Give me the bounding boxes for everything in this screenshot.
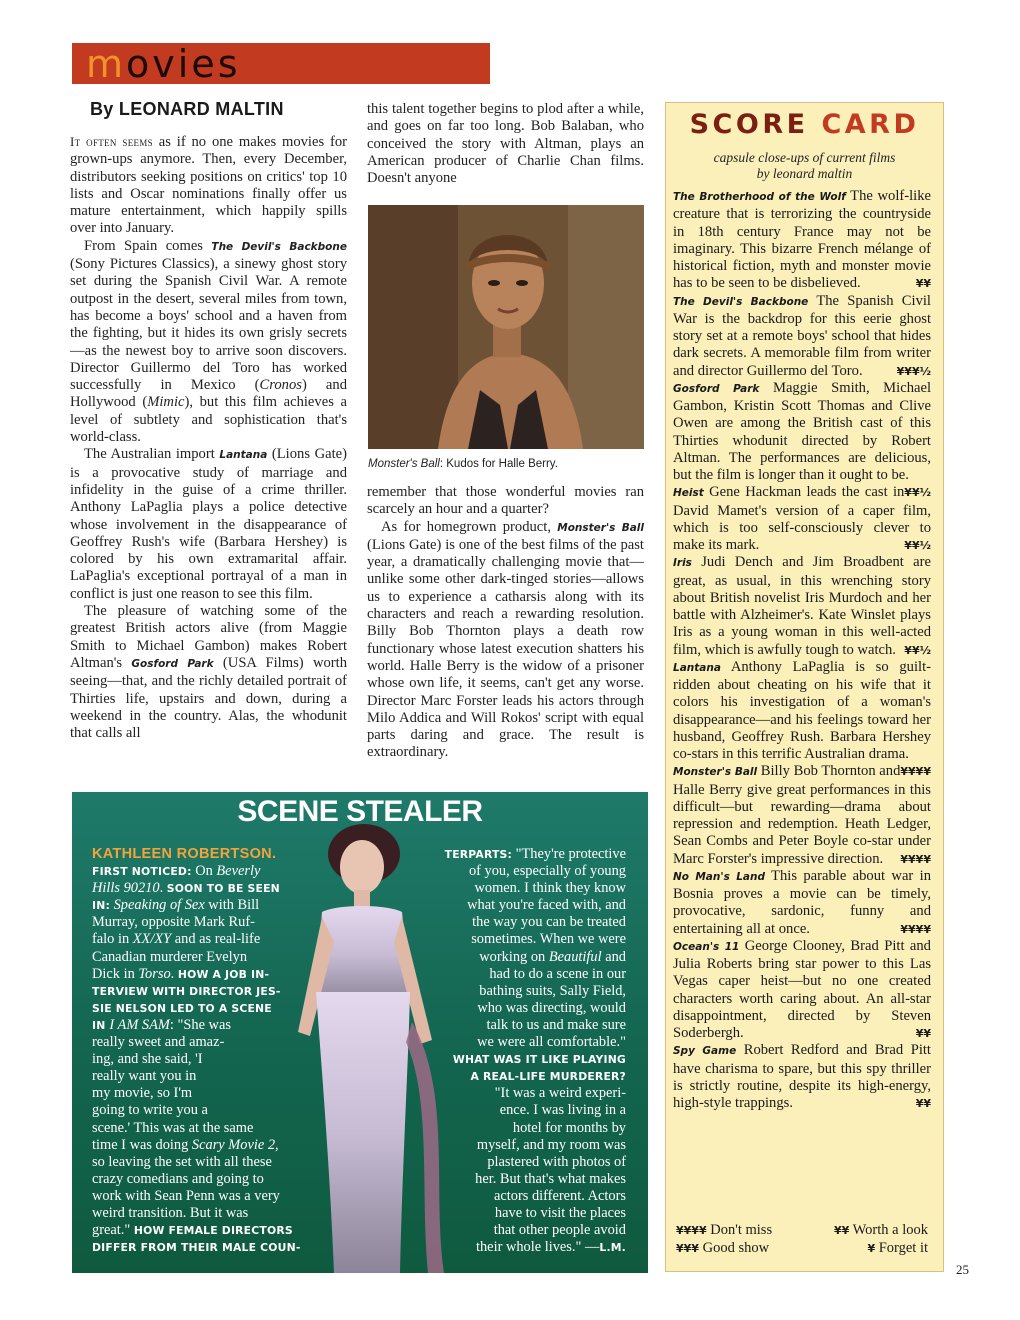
interview-text: ing, and she said, 'I	[92, 1051, 203, 1068]
score-entry-text: Gene Hackman leads the cast in David Mamet's version of a caper film, which is too self-consciously clever to make its mark.	[673, 484, 931, 553]
interview-line	[92, 1051, 318, 1068]
interview-line	[92, 1222, 318, 1239]
portrait-illustration	[368, 205, 644, 449]
score-entry-title: No Man's Land	[673, 870, 765, 883]
italic-title: XX/XY	[132, 931, 172, 948]
interview-text: so leaving the set with all these	[92, 1153, 272, 1170]
interview-text: falo in	[92, 931, 133, 948]
interview-line	[412, 863, 626, 880]
score-card-title-a: SCORE	[689, 109, 822, 140]
film-title: Monster's Ball	[557, 521, 644, 534]
interview-line	[92, 1102, 318, 1119]
score-entry-text: Maggie Smith, Michael Gambon, Kristin Scott Thomas and Clive Owen are among the British cast of this Thirties whodunit directed by Robert Altman. The performances are delicious, but the film is longer than it ought to be.	[673, 379, 931, 483]
article-paragraph	[70, 603, 347, 742]
legend-label: Worth a look	[849, 1222, 928, 1238]
italic-title: Scary Movie 2	[191, 1136, 276, 1153]
article-column-2-bottom	[367, 484, 644, 762]
interview-line	[412, 931, 626, 948]
film-title: Mimic	[147, 394, 185, 411]
scene-stealer-right-column	[412, 846, 626, 1256]
article-paragraph	[70, 446, 347, 603]
caption-film-title: Monster's Ball	[368, 458, 440, 470]
film-title: Cronos	[259, 377, 302, 394]
interview-text: crazy comedians and going to	[92, 1170, 264, 1187]
interview-line	[412, 1034, 626, 1051]
interview-text: ,	[275, 1136, 279, 1153]
legend-label: Don't miss	[706, 1222, 773, 1238]
score-entry-title: Gosford Park	[673, 382, 760, 395]
score-entry	[673, 938, 931, 1043]
interview-text: really want you in	[92, 1068, 197, 1085]
interview-question: IN:	[92, 899, 110, 913]
lead-in: It often seems	[70, 134, 153, 149]
paragraph-text: The Australian import	[84, 446, 215, 463]
legend-row	[676, 1240, 928, 1258]
interview-text: the way you can be treated	[472, 914, 626, 931]
italic-title: Torso	[138, 965, 171, 982]
interview-line	[412, 1137, 626, 1154]
interview-text: "It was a weird experi-	[494, 1085, 626, 1102]
interview-text: of you, especially of young	[468, 863, 626, 880]
interview-line	[92, 880, 318, 897]
italic-title: Beautiful	[548, 948, 602, 965]
interview-question: TERVIEW WITH DIRECTOR JES-	[92, 984, 281, 998]
italic-title: Speaking of Sex	[113, 897, 205, 914]
film-still-photo	[368, 205, 644, 449]
interview-line	[412, 1188, 626, 1205]
interview-text: my movie, so I'm	[92, 1085, 193, 1102]
score-entry	[673, 763, 931, 868]
interview-text: working on	[479, 948, 549, 965]
interview-text: really sweet and amaz-	[92, 1034, 225, 1051]
interview-line	[92, 1171, 318, 1188]
legend-key: ¥¥¥¥	[676, 1224, 707, 1237]
interview-line	[412, 983, 626, 1000]
score-entry-text: The wolf-like creature that is terrorizing the countryside in 18th century France may not be imaginary. This bizarre French mélange of historical fiction, myth and monster movie has to be seen to be disbelieved.	[673, 188, 931, 292]
interview-line	[92, 1137, 318, 1154]
interview-text: who was directing, would	[477, 999, 626, 1016]
paragraph-text: As for homegrown product,	[381, 518, 551, 535]
interview-text: had to do a scene in our	[489, 965, 626, 982]
paragraph-text: ), but this film achieves a level of subtlety and sophistication that's world-class.	[70, 394, 347, 446]
interview-question: SIE NELSON LED TO A SCENE	[92, 1001, 272, 1015]
interview-line	[92, 983, 318, 1000]
paragraph-text: (USA Films) worth seeing—that, and the richly detailed portrait of Thirties life, upstairs and down, during a weekend in the country. Alas, the whodunit that calls all	[70, 654, 347, 742]
score-entry-text: The Spanish Civil War is the backdrop for this eerie ghost story set at a remote boys' school that hides dark secrets. A memorable film from writer and director Guillermo del Toro.	[673, 292, 931, 379]
interview-line	[412, 914, 626, 931]
score-entry	[673, 188, 931, 293]
rating-marks: ¥¥¥½	[896, 364, 931, 378]
score-entry	[673, 293, 931, 380]
interview-line	[412, 1085, 626, 1102]
score-entry	[673, 554, 931, 659]
interview-line	[92, 1017, 318, 1034]
interview-text: women. I think they know	[474, 880, 626, 897]
interview-text: work with Sean Penn was a very	[92, 1187, 280, 1204]
interview-line	[92, 1239, 318, 1256]
article-paragraph	[70, 238, 347, 447]
photo-caption	[368, 458, 558, 470]
score-entry-title: Lantana	[673, 661, 721, 674]
score-card-title-b: CARD	[821, 109, 920, 140]
scene-stealer-title: SCENE STEALER	[237, 795, 483, 828]
score-card-title	[665, 109, 944, 140]
interview-line	[92, 949, 318, 966]
interview-question: FIRST NOTICED:	[92, 865, 192, 879]
subtitle-line: by leonard maltin	[756, 166, 853, 181]
interview-text: plastered with photos of	[487, 1153, 626, 1170]
paragraph-text: ) and Hollywood (	[70, 377, 347, 411]
interview-text: Dick in	[92, 965, 139, 982]
film-title: The Devil's Backbone	[211, 240, 347, 253]
paragraph-text: (Lions Gate) is one of the best films of the past year, a dramatically challenging movie that—unlike some other dark-tinged stories—allows us to experience a catharsis along with its characters and reach a rewarding resolution. Billy Bob Thornton plays a death row functionary whose latest execution shatters his world. Halle Berry is the widow of a prisoner whose own life, it seems, can't get any worse. Director Marc Forster leads his actors through Milo Addica and Will Rokos' script with equal parts daring and grace. The result is extraordinary.	[367, 536, 644, 761]
interview-question: TERPARTS:	[444, 848, 513, 861]
interview-line	[412, 1205, 626, 1222]
actress-name: KATHLEEN ROBERTSON.	[92, 846, 277, 862]
paragraph-text: (Sony Pictures Classics), a sinewy ghost story set during the Spanish Civil War. A remote outpost in the desert, several miles from town, has become a boys' school and a haven from the fighting, but it hides its own grisly secrets—as the newest boy to arrive soon discovers. Director Guillermo del Toro has worked successfully in Mexico (	[70, 256, 347, 394]
rating-marks: ¥¥¥¥	[900, 765, 931, 779]
interview-text: sometimes. When we were	[471, 931, 626, 948]
interview-text: talk to us and make sure	[486, 1016, 626, 1033]
interview-line	[92, 966, 318, 983]
page-number: 25	[956, 1262, 969, 1277]
score-entry-title: Spy Game	[673, 1045, 737, 1058]
interview-line	[412, 1154, 626, 1171]
article-column-2-top	[367, 101, 644, 187]
interview-line	[92, 1068, 318, 1085]
interview-text: actors different. Actors	[493, 1187, 626, 1204]
subtitle-line: capsule close-ups of current films	[713, 150, 896, 165]
rating-marks: ¥¥	[915, 1027, 931, 1040]
legend-item	[834, 1222, 928, 1240]
score-entry	[673, 1042, 931, 1112]
score-card-subtitle	[665, 150, 944, 182]
interview-text: .	[170, 965, 178, 982]
interview-text: Murray, opposite Mark Ruf-	[92, 914, 255, 931]
interview-line	[92, 863, 318, 880]
interview-text: Canadian murderer Evelyn	[92, 948, 248, 965]
score-entry-text: Judi Dench and Jim Broadbent are great, as usual, in this wrenching story about British novelist Iris Murdoch and her battle with Alzheimer's. Kate Winslet plays Iris as a young woman in this well-acted film, which is awfully tough to watch.	[673, 554, 931, 658]
paragraph-text: as if no one makes movies for grown-ups anymore. Then, every December, distributors seeking positions on critics' top 10 lists and Oscar nominations finally offer us mature entertainment, which happily spills over into January.	[70, 134, 347, 237]
interview-line	[92, 931, 318, 948]
rating-marks: ¥¥¥¥	[900, 922, 931, 936]
score-entry-title: The Devil's Backbone	[673, 295, 809, 308]
rating-marks: ¥¥½	[904, 539, 931, 552]
interview-question: IN	[92, 1018, 110, 1032]
interview-text: with Bill	[204, 897, 260, 914]
score-entry-title: Monster's Ball	[673, 766, 758, 779]
film-title: Lantana	[219, 449, 268, 462]
interview-text: bathing suits, Sally Field,	[479, 982, 626, 999]
interview-question: DIFFER FROM THEIR MALE COUN-	[92, 1241, 301, 1255]
interview-text: : "She was	[169, 1016, 231, 1033]
interview-line	[412, 1051, 626, 1068]
interview-text: myself, and my room was	[476, 1136, 626, 1153]
article-paragraph: remember that those wonderful movies ran scarcely an hour and a quarter?	[367, 484, 644, 518]
interview-text: and as real-life	[171, 931, 261, 948]
rating-marks: ¥¥½	[904, 486, 931, 500]
interview-line	[412, 949, 626, 966]
interview-line	[412, 1222, 626, 1239]
interview-line	[92, 1120, 318, 1137]
interview-line	[412, 1239, 626, 1256]
interview-line	[92, 1205, 318, 1222]
score-entry	[673, 484, 931, 554]
score-entry-text: This parable about war in Bosnia proves a movie can be timely, provocative, sardonic, funny and entertaining all at once.	[673, 867, 931, 937]
byline: By LEONARD MALTIN	[90, 99, 284, 119]
interview-text: going to write you a	[92, 1102, 208, 1119]
interview-line	[412, 1171, 626, 1188]
article-paragraph: this talent together begins to plod after a while, and goes on far too long. Bob Balaban, who conceived the story with Altman, plays an American producer of Charlie Chan films. Doesn't anyone	[367, 101, 644, 187]
interview-text: hotel for months by	[512, 1119, 626, 1136]
italic-title: I AM SAM	[109, 1016, 170, 1033]
section-title-rest: ovies	[126, 42, 241, 86]
legend-label: Good show	[698, 1239, 770, 1256]
interview-line	[92, 897, 318, 914]
interview-text: scene.' This was at the same	[92, 1119, 254, 1136]
interview-line	[412, 1000, 626, 1017]
interview-text: great."	[92, 1222, 134, 1239]
legend-key: ¥	[867, 1241, 876, 1255]
article-column-1	[70, 133, 347, 742]
interview-line	[412, 880, 626, 897]
interview-text: and	[601, 948, 626, 965]
interview-text: that other people avoid	[493, 1222, 626, 1239]
interview-text: ence. I was living in a	[499, 1102, 626, 1119]
article-paragraph	[367, 519, 644, 762]
interview-question: SOON TO BE SEEN	[166, 882, 280, 896]
score-entry-text: Anthony LaPaglia is so guilt-ridden about cheating on his wife that it colors his investigation of a woman's disappearance—and his feelings toward her husband, Geoffrey Rush. Barbara Hershey co-stars in this terrific Australian drama.	[673, 658, 931, 762]
paragraph-text: From Spain comes	[84, 237, 203, 254]
interview-text: .	[159, 880, 167, 897]
rating-marks: ¥¥½	[904, 643, 931, 657]
caption-text: : Kudos for Halle Berry.	[439, 458, 558, 470]
interview-line	[412, 1068, 626, 1085]
interview-text: weird transition. But it was	[92, 1204, 249, 1221]
interview-text: On	[191, 863, 217, 880]
interview-text: her. But that's what makes	[475, 1170, 626, 1187]
film-title: Gosford Park	[131, 657, 214, 670]
score-entry-text: Robert Redford and Brad Pitt have charisma to spare, but this spy thriller is strictly routine, despite its high-energy, high-style trappings.	[673, 1042, 931, 1111]
interview-line	[412, 1102, 626, 1119]
interview-line	[92, 914, 318, 931]
legend-key: ¥¥¥	[676, 1241, 699, 1255]
score-entry-text: George Clooney, Brad Pitt and Julia Roberts bring star power to this Las Vegas caper heist—but no one created characters worth caring about. An all-star disappointment, directed by Steven Soderbergh.	[673, 937, 931, 1041]
paragraph-text: The pleasure of watching some of the greatest British actors alive (from Maggie Smith to Michael Gambon) makes Robert Altman's	[70, 603, 347, 671]
score-entry-title: Ocean's 11	[673, 940, 740, 953]
interview-line	[92, 1034, 318, 1051]
scene-stealer-left-column	[92, 846, 318, 1256]
interview-line	[412, 897, 626, 914]
interview-text: we were all comfortable."	[477, 1034, 626, 1051]
score-entry	[673, 868, 931, 938]
interview-lines	[92, 863, 318, 1256]
interview-question: HOW FEMALE DIRECTORS	[133, 1224, 293, 1238]
interview-text: time I was doing	[92, 1136, 192, 1153]
interview-question: WHAT WAS IT LIKE PLAYING	[452, 1053, 626, 1067]
interview-line	[412, 1120, 626, 1137]
score-entry-title: Iris	[673, 557, 692, 570]
rating-marks: ¥¥	[915, 1097, 931, 1110]
interview-text: have to visit the places	[494, 1204, 626, 1221]
paragraph-text: (Lions Gate) is a provocative study of marriage and infidelity in the guise of a crime thriller. Anthony LaPaglia plays a police detective whose involvement in the disappearance of Geoffrey Rush's wife (Barbara Hershey) is colored by his own extramarital affair. LaPaglia's exceptional portrayal of a man in conflict is just one reason to see this film.	[70, 446, 347, 602]
rating-legend	[676, 1222, 928, 1257]
interview-line	[412, 846, 626, 863]
interview-text: "They're protective	[512, 846, 626, 862]
interview-line	[412, 966, 626, 983]
rating-marks: ¥¥¥¥	[900, 852, 931, 866]
interview-text: their whole lives." —	[475, 1239, 600, 1256]
interview-question: L.M.	[599, 1241, 626, 1255]
interview-question: A REAL-LIFE MURDERER?	[470, 1070, 626, 1084]
legend-item	[676, 1222, 772, 1240]
section-title	[86, 40, 241, 88]
score-entry-title: Heist	[673, 487, 704, 500]
interview-line	[92, 1154, 318, 1171]
interview-lines	[412, 846, 626, 1256]
legend-item	[867, 1240, 928, 1258]
interview-question: HOW A JOB IN-	[177, 967, 270, 981]
legend-item	[676, 1240, 769, 1258]
interview-text: what you're faced with, and	[467, 897, 626, 914]
rating-marks: ¥¥	[915, 277, 931, 291]
italic-title: Hills 90210	[92, 880, 160, 897]
score-entry-title: The Brotherhood of the Wolf	[673, 191, 846, 203]
legend-row	[676, 1222, 928, 1240]
legend-label: Forget it	[875, 1239, 928, 1256]
section-title-initial: m	[86, 42, 127, 86]
interview-line	[92, 1188, 318, 1205]
interview-line	[92, 1085, 318, 1102]
article-paragraph	[70, 133, 347, 238]
interview-line	[412, 1017, 626, 1034]
score-card-list	[673, 188, 931, 1112]
legend-key: ¥¥	[833, 1224, 850, 1237]
interview-line	[92, 1000, 318, 1017]
italic-title: Beverly	[216, 863, 261, 880]
score-entry-text: Billy Bob Thornton and Halle Berry give great performances in this difficult—but rewarding—drama about repression and redemption. Heath Ledger, Sean Combs and Peter Boyle co-star under Marc Forster's impressive direction.	[673, 763, 931, 867]
